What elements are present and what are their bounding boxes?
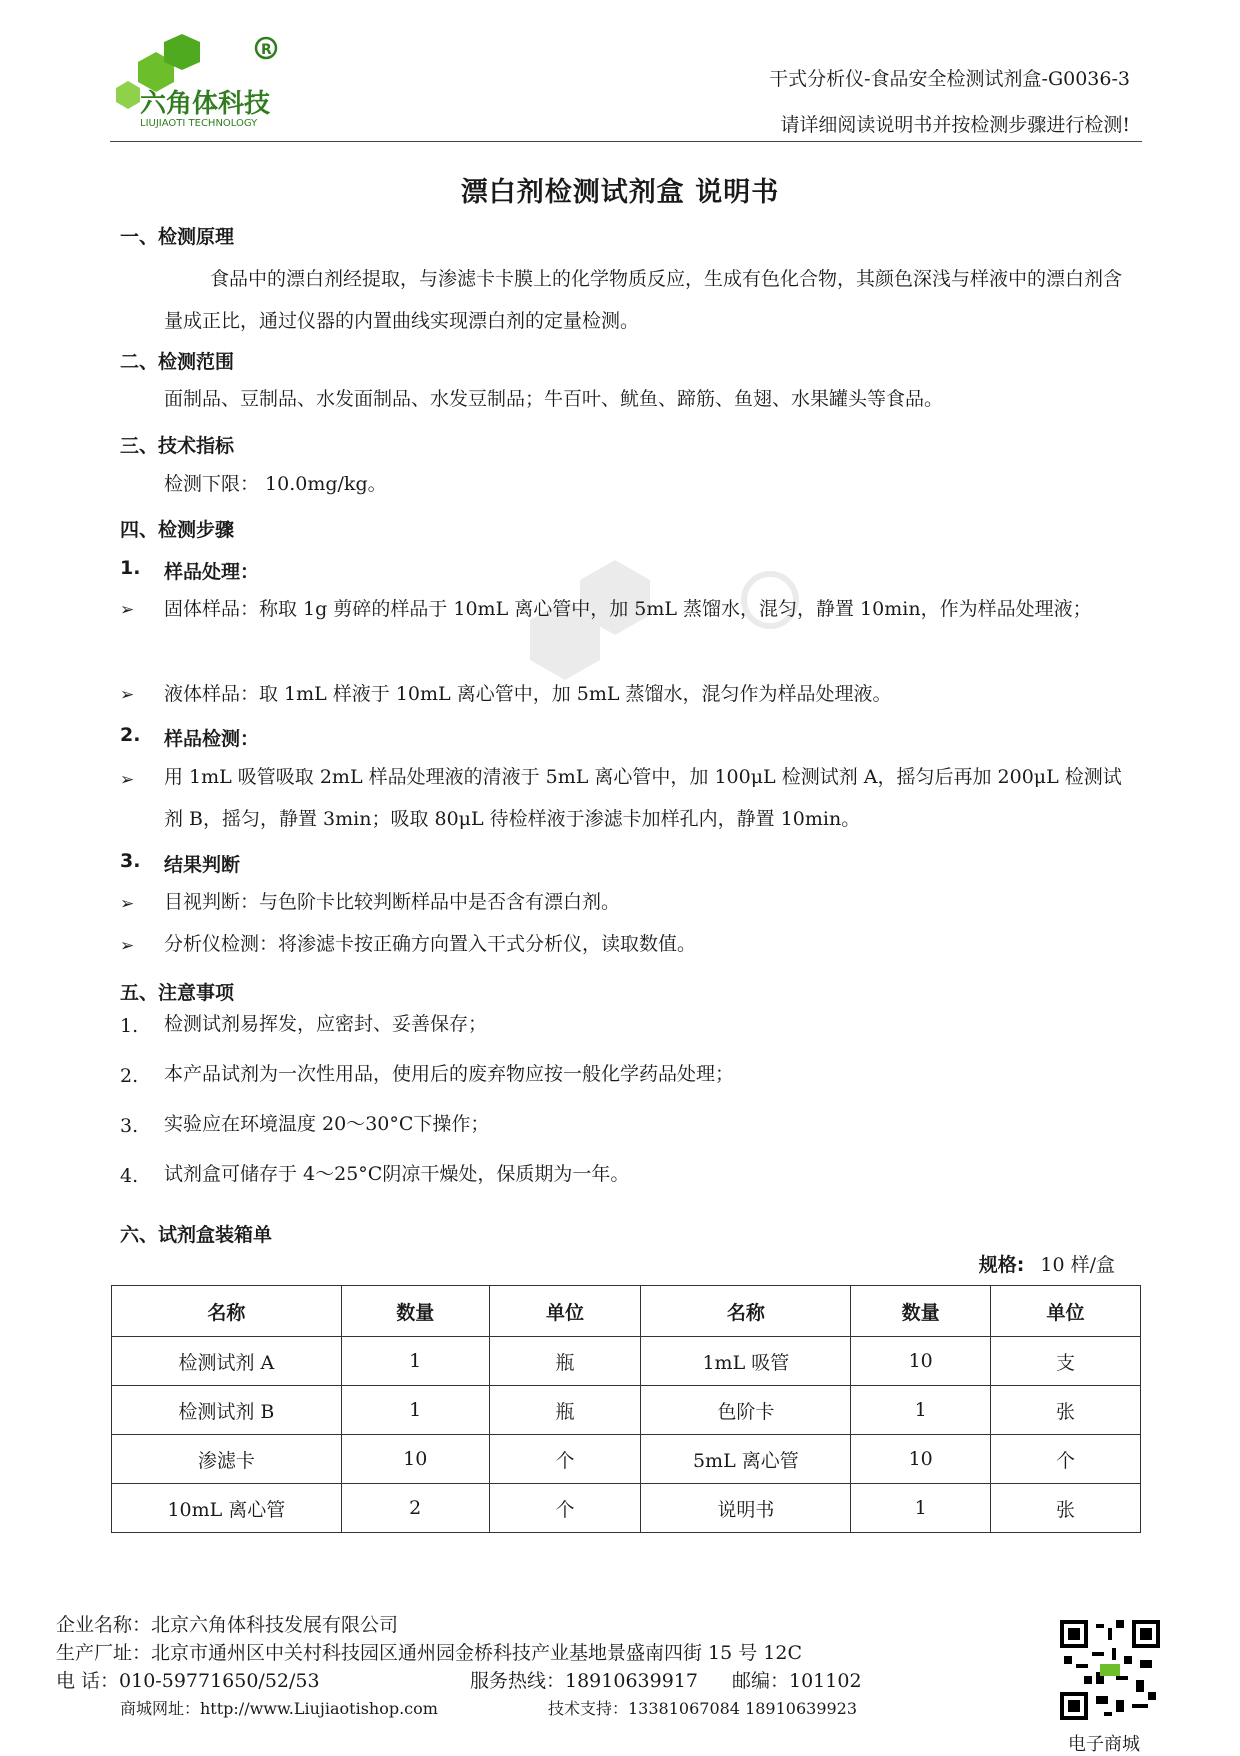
spec-label: 规格:	[978, 1254, 1025, 1276]
footer-support: 技术支持：13381067084 18910639923	[548, 1699, 858, 1718]
table-row	[112, 1435, 1141, 1484]
col-header: 数量	[851, 1286, 991, 1337]
arrow-bullet-icon: ➢	[120, 770, 135, 790]
note-item: 实验应在环境温度 20～30°C下操作；	[164, 1113, 490, 1135]
note-number: 2.	[120, 1065, 139, 1087]
step-item-detection: 用 1mL 吸管吸取 2mL 样品处理液的清液于 5mL 离心管中，加 100μL 检测试剂 A，摇匀后再加 200μL 检测试剂 B，摇匀，静置 3min；吸取 80μL 待检样液于渗滤卡加样孔内，静置 10min。	[164, 766, 1122, 830]
kit-spec	[979, 1250, 1115, 1277]
table-cell: 个	[991, 1435, 1141, 1484]
note-number: 3.	[120, 1115, 139, 1137]
note-item: 本产品试剂为一次性用品，使用后的废弃物应按一般化学药品处理；	[164, 1063, 735, 1085]
result-visual: 目视判断：与色阶卡比较判断样品中是否含有漂白剂。	[164, 891, 621, 913]
table-cell: 张	[991, 1386, 1141, 1435]
footer-company: 企业名称：北京六角体科技发展有限公司	[56, 1614, 399, 1636]
svg-text:R: R	[261, 42, 272, 58]
table-cell: 1	[341, 1337, 489, 1386]
table-cell: 1	[851, 1386, 991, 1435]
company-logo	[98, 34, 318, 138]
table-cell: 10	[851, 1435, 991, 1484]
table-cell: 检测试剂 A	[112, 1337, 342, 1386]
table-cell: 检测试剂 B	[112, 1386, 342, 1435]
step-title-result: 结果判断	[164, 854, 241, 876]
note-item: 检测试剂易挥发，应密封、妥善保存；	[164, 1013, 488, 1035]
footer-hotline: 服务热线：18910639917	[470, 1670, 698, 1692]
footer-address: 生产厂址：北京市通州区中关村科技园区通州园金桥科技产业基地景盛南四街 15 号 12C	[56, 1642, 803, 1664]
table-cell: 说明书	[641, 1484, 851, 1533]
table-cell: 10	[341, 1435, 489, 1484]
table-cell: 1mL 吸管	[641, 1337, 851, 1386]
table-cell: 1	[341, 1386, 489, 1435]
arrow-bullet-icon: ➢	[120, 894, 135, 914]
arrow-bullet-icon: ➢	[120, 685, 135, 705]
table-row	[112, 1484, 1141, 1533]
section-heading-spec: 三、技术指标	[120, 435, 235, 457]
table-cell: 个	[489, 1484, 641, 1533]
note-item: 试剂盒可储存于 4～25°C阴凉干燥处，保质期为一年。	[164, 1163, 630, 1185]
section-heading-kit-list: 六、试剂盒装箱单	[120, 1224, 273, 1246]
page-title: 漂白剂检测试剂盒 说明书	[460, 177, 780, 208]
table-cell: 色阶卡	[641, 1386, 851, 1435]
principle-text: 食品中的漂白剂经提取，与渗滤卡卡膜上的化学物质反应，生成有色化合物，其颜色深浅与样液中的漂白剂含量成正比，通过仪器的内置曲线实现漂白剂的定量检测。	[164, 268, 1123, 332]
table-cell: 10	[851, 1337, 991, 1386]
kit-contents-table	[111, 1285, 1141, 1533]
footer-phone: 电 话：010-59771650/52/53	[56, 1670, 320, 1692]
table-cell: 张	[991, 1484, 1141, 1533]
col-header: 单位	[991, 1286, 1141, 1337]
header-divider	[110, 141, 1142, 142]
table-cell: 支	[991, 1337, 1141, 1386]
footer-postcode: 邮编：101102	[732, 1670, 862, 1692]
table-header-row	[112, 1286, 1141, 1337]
arrow-bullet-icon: ➢	[120, 600, 135, 620]
col-header: 名称	[641, 1286, 851, 1337]
section-heading-scope: 二、检测范围	[120, 351, 235, 373]
step-item-solid: 固体样品：称取 1g 剪碎的样品于 10mL 离心管中，加 5mL 蒸馏水，混匀，静置 10min，作为样品处理液；	[164, 598, 1092, 620]
scope-text: 面制品、豆制品、水发面制品、水发豆制品；牛百叶、鱿鱼、蹄筋、鱼翅、水果罐头等食品。	[164, 388, 944, 410]
step-item-liquid: 液体样品：取 1mL 样液于 10mL 离心管中，加 5mL 蒸馏水，混匀作为样品处理液。	[164, 683, 892, 705]
logo-brand: 六角体科技	[140, 89, 271, 119]
table-cell: 2	[341, 1484, 489, 1533]
table-cell: 瓶	[489, 1337, 641, 1386]
table-cell: 渗滤卡	[112, 1435, 342, 1484]
header-notice: 请详细阅读说明书并按检测步骤进行检测!	[780, 114, 1130, 136]
step-number: 3.	[120, 850, 141, 872]
note-number: 4.	[120, 1165, 139, 1187]
section-heading-notes: 五、注意事项	[120, 982, 235, 1004]
spec-value: 10 样/盒	[1040, 1254, 1115, 1276]
note-number: 1.	[120, 1015, 139, 1037]
col-header: 数量	[341, 1286, 489, 1337]
result-analyzer: 分析仪检测：将渗滤卡按正确方向置入干式分析仪，读取数值。	[164, 933, 697, 955]
section-heading-principle: 一、检测原理	[120, 226, 235, 248]
col-header: 单位	[489, 1286, 641, 1337]
qr-caption: 电子商城	[1068, 1734, 1140, 1755]
step-number: 2.	[120, 724, 141, 746]
step-number: 1.	[120, 557, 141, 579]
col-header: 名称	[112, 1286, 342, 1337]
detection-limit-text: 检测下限： 10.0mg/kg。	[164, 473, 387, 495]
table-row	[112, 1337, 1141, 1386]
qr-code	[1060, 1620, 1160, 1720]
table-cell: 个	[489, 1435, 641, 1484]
logo-sub: LIUJIAOTI TECHNOLOGY	[140, 118, 258, 129]
step-title-sample-prep: 样品处理：	[164, 561, 260, 583]
table-cell: 1	[851, 1484, 991, 1533]
section-heading-steps: 四、检测步骤	[120, 519, 235, 541]
table-cell: 5mL 离心管	[641, 1435, 851, 1484]
table-cell: 瓶	[489, 1386, 641, 1435]
doc-code: 干式分析仪-食品安全检测试剂盒-G0036-3	[769, 68, 1130, 90]
step-title-detection: 样品检测：	[164, 728, 260, 750]
arrow-bullet-icon: ➢	[120, 936, 135, 956]
table-cell: 10mL 离心管	[112, 1484, 342, 1533]
table-row	[112, 1386, 1141, 1435]
footer-website: 商城网址：http://www.Liujiaotishop.com	[120, 1699, 438, 1718]
